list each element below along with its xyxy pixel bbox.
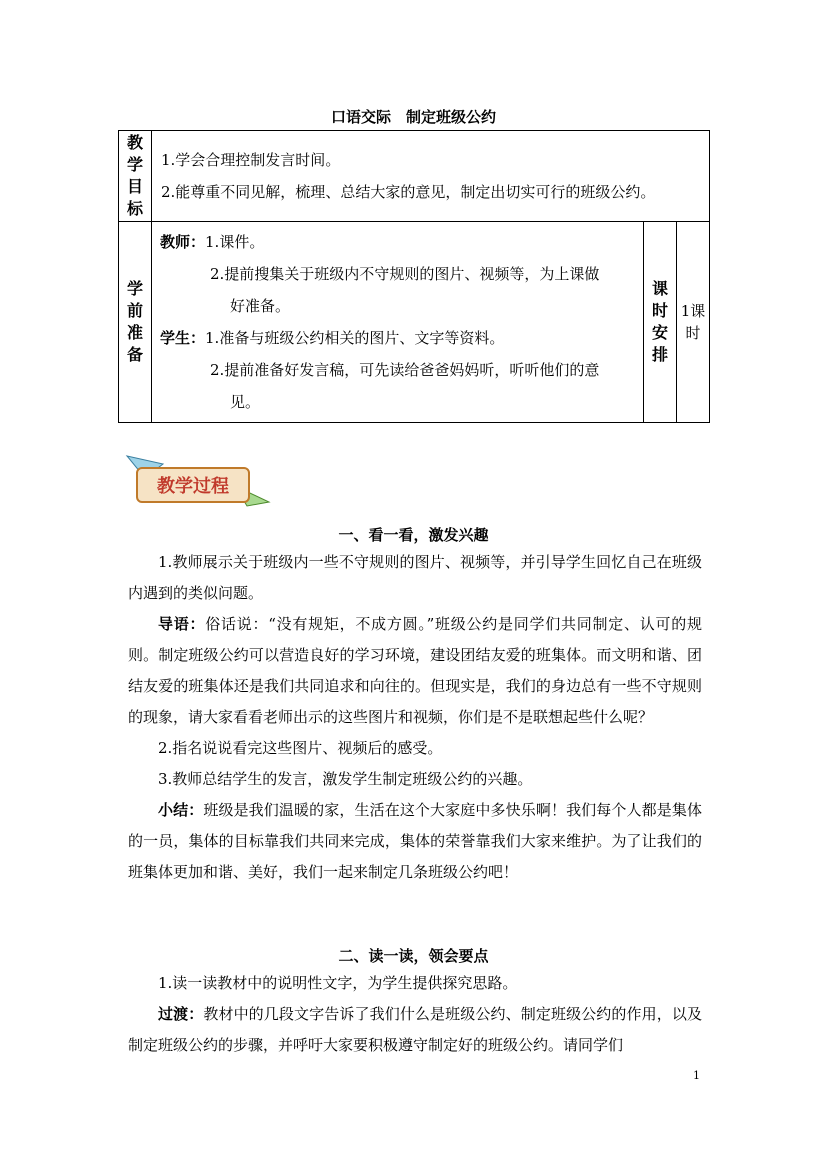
lesson-info-table (118, 130, 710, 423)
section1-body (128, 547, 702, 888)
student-item-1: 1.准备与班级公约相关的图片、文字等资料。 (205, 329, 505, 347)
section1-p1: 1.教师展示关于班级内一些不守规则的图片、视频等，并引导学生回忆自己在班级内遇到的类似问题。 (128, 553, 702, 602)
summary-paragraph (128, 795, 702, 888)
transition-label: 过渡： (158, 1005, 204, 1023)
prep-cell (152, 222, 644, 423)
section2-body (128, 968, 702, 1061)
teacher-item-2-cont: 好准备。 (230, 297, 291, 315)
teacher-line-1 (160, 226, 643, 258)
goal-item-2: 2.能尊重不同见解，梳理、总结大家的意见，制定出切实可行的班级公约。 (161, 183, 656, 201)
hours-value: 1课时 (677, 222, 710, 423)
hours-label: 课时安排 (644, 222, 677, 423)
section1-p2: 2.指名说说看完这些图片、视频后的感受。 (158, 739, 443, 757)
section2-p1: 1.读一读教材中的说明性文字，为学生提供探究思路。 (158, 974, 518, 992)
teaching-process-banner (123, 452, 271, 510)
student-item-2: 2.提前准备好发言稿，可先读给爸爸妈妈听，听听他们的意 (210, 361, 600, 379)
section2-heading: 二、读一读，领会要点 (338, 947, 489, 965)
goal-item-1: 1.学会合理控制发言时间。 (161, 151, 341, 169)
teacher-item-2: 2.提前搜集关于班级内不守规则的图片、视频等，为上课做 (210, 265, 600, 283)
student-label: 学生： (160, 329, 206, 347)
summary-text: 班级是我们温暖的家，生活在这个大家庭中多快乐啊！我们每个人都是集体的一员，集体的目标靠我们共同来完成，集体的荣誉靠我们大家来维护。为了让我们的班集体更加和谐、美好，我们一起来制定几条班级公约吧！ (128, 801, 702, 881)
student-item-2-cont: 见。 (230, 393, 261, 411)
goal-cell (152, 131, 710, 222)
goal-label: 教学目标 (119, 131, 152, 222)
prep-label: 学前准备 (119, 222, 152, 423)
teacher-label: 教师： (160, 233, 206, 251)
section1-p3: 3.教师总结学生的发言，激发学生制定班级公约的兴趣。 (158, 770, 533, 788)
page-number: 1 (693, 1069, 700, 1082)
guide-paragraph (128, 609, 702, 733)
transition-paragraph (128, 999, 702, 1061)
summary-label: 小结： (158, 801, 204, 819)
guide-text: 俗话说：“没有规矩，不成方圆。”班级公约是同学们共同制定、认可的规则。制定班级公约可以营造良好的学习环境，建设团结友爱的班集体。而文明和谐、团结友爱的班集体还是我们共同追求和向往的。但现实是，我们的身边总有一些不守规则的现象，请大家看看老师出示的这些图片和视频，你们是不是联想起些什么呢？ (128, 615, 702, 726)
page-title: 口语交际 制定班级公约 (330, 108, 496, 126)
student-line-1 (160, 322, 643, 354)
banner-text: 教学过程 (157, 476, 229, 497)
guide-label: 导语： (158, 615, 206, 633)
transition-text: 教材中的几段文字告诉了我们什么是班级公约、制定班级公约的作用，以及制定班级公约的步骤，并呼吁大家要积极遵守制定好的班级公约。请同学们 (128, 1005, 702, 1054)
teacher-item-1: 1.课件。 (205, 233, 265, 251)
section1-heading: 一、看一看，激发兴趣 (338, 526, 489, 544)
